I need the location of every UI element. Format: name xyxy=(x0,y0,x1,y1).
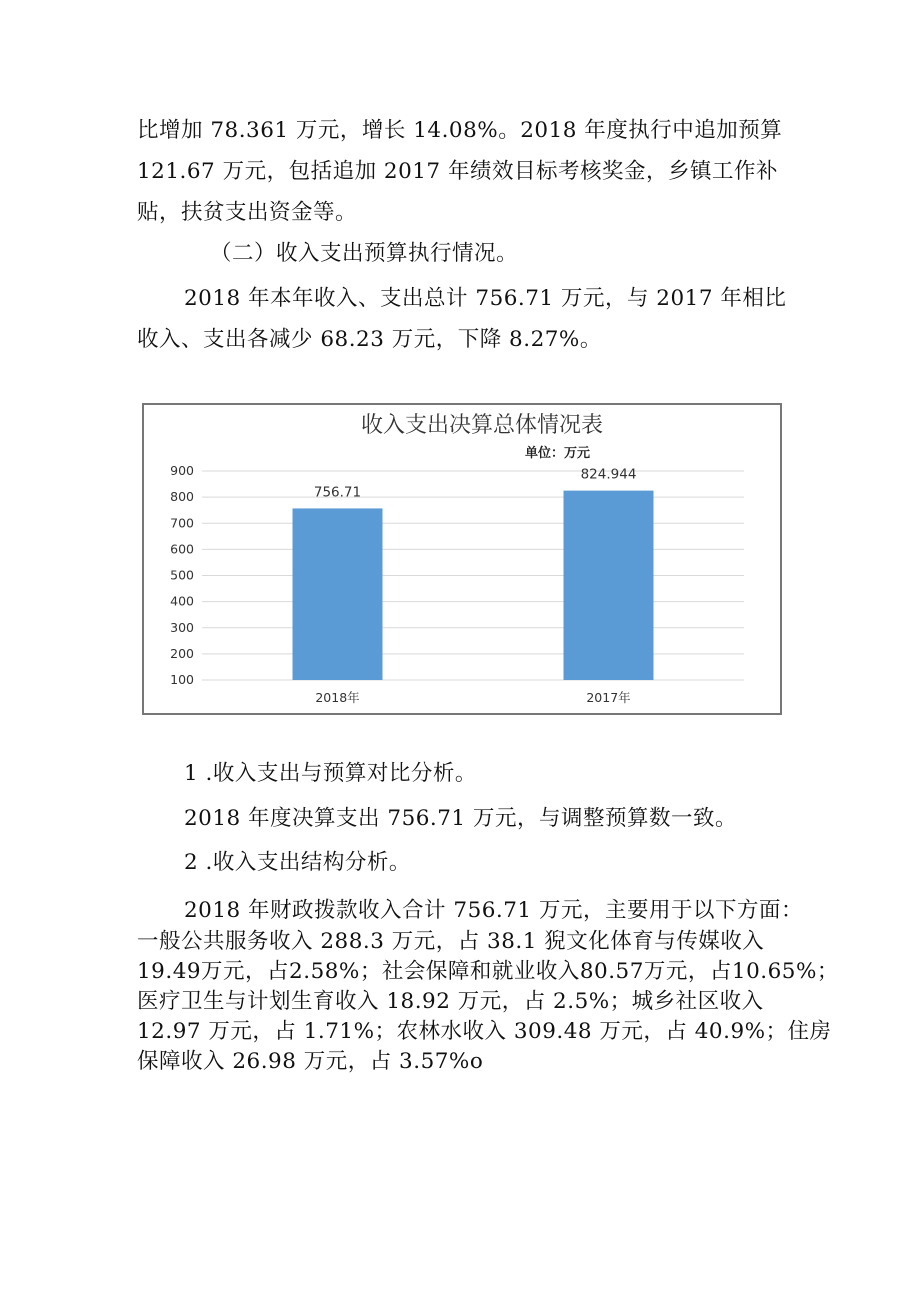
chart-unit-label: 单位：万元 xyxy=(525,446,591,461)
data-label: 824.944 xyxy=(580,466,637,483)
paragraph-line: 2018 年度决算支出 756.71 万元，与调整预算数一致。 xyxy=(184,806,737,831)
data-label: 756.71 xyxy=(313,484,362,501)
y-tick-label: 700 xyxy=(170,515,194,531)
paragraph-line: 医疗卫生与计划生育收入 18.92 万元，占 2.5%；城乡社区收入 xyxy=(137,989,764,1014)
y-tick-label: 300 xyxy=(170,619,194,635)
y-tick-label: 900 xyxy=(170,463,194,478)
bar-chart xyxy=(142,403,782,715)
paragraph-line: 贴，扶贫支出资金等。 xyxy=(137,200,358,225)
paragraph-line: 121.67 万元，包括追加 2017 年绩效目标考核奖金，乡镇工作补 xyxy=(137,159,778,184)
paragraph-line: 19.49万元，占2.58%；社会保障和就业收入80.57万元，占10.65%； xyxy=(137,959,839,984)
bar-2017年 xyxy=(564,491,654,680)
paragraph-line: 保障收入 26.98 万元，占 3.57%o xyxy=(137,1049,484,1074)
chart-grid xyxy=(202,471,744,680)
y-tick-label: 400 xyxy=(170,593,194,609)
chart-bars xyxy=(293,491,654,680)
y-tick-label: 600 xyxy=(170,541,194,557)
section-heading: （二）收入支出预算执行情况。 xyxy=(210,241,519,266)
paragraph-line: 比增加 78.361 万元，增长 14.08%。2018 年度执行中追加预算 xyxy=(137,118,783,143)
paragraph-line: 收入、支出各减少 68.23 万元，下降 8.27%。 xyxy=(137,327,602,352)
subsection-heading: 1 .收入支出与预算对比分析。 xyxy=(184,761,477,786)
bar-2018年 xyxy=(293,508,383,680)
paragraph-line: 12.97 万元，占 1.71%；农林水收入 309.48 万元，占 40.9%；住房 xyxy=(137,1019,832,1044)
y-tick-label: 100 xyxy=(170,672,194,687)
x-tick-label: 2018年 xyxy=(315,690,360,705)
chart-svg xyxy=(144,405,780,713)
paragraph-line: 2018 年财政拨款收入合计 756.71 万元，主要用于以下方面： xyxy=(184,898,803,923)
paragraph-line: 2018 年本年收入、支出总计 756.71 万元，与 2017 年相比 xyxy=(184,286,787,311)
y-tick-label: 500 xyxy=(170,567,194,583)
paragraph-line: 一般公共服务收入 288.3 万元，占 38.1 猊文化体育与传媒收入 xyxy=(137,929,765,954)
y-tick-label: 200 xyxy=(170,645,194,661)
chart-title: 收入支出决算总体情况表 xyxy=(360,413,604,438)
y-tick-label: 800 xyxy=(170,489,194,505)
x-tick-label: 2017年 xyxy=(586,690,631,705)
subsection-heading: 2 .收入支出结构分析。 xyxy=(184,850,411,875)
